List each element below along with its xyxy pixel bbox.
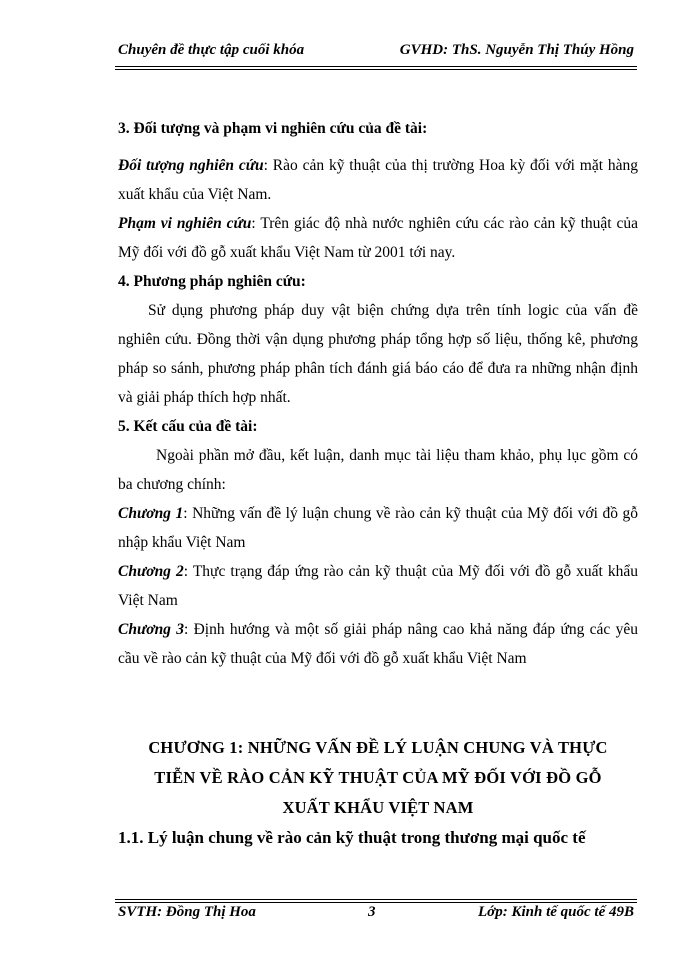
chapter-2-summary: [118, 557, 638, 615]
section-4-text: Sử dụng phương pháp duy vật biện chứng dựa trên tính logic của vấn đề nghiên cứu. Đồng thời vận dụng phương pháp tổng hợp số liệu, thống kê, phương pháp so sánh, phương pháp phân tích đánh giá báo cáo để đưa ra những nhận định và giải pháp thích hợp nhất.: [118, 302, 638, 406]
research-scope-text: : Trên giác độ nhà nước nghiên cứu các rào cản kỹ thuật của Mỹ đối với đồ gỗ xuất khẩu Việt Nam từ 2001 tới nay.: [118, 215, 638, 261]
research-object-label: Đối tượng nghiên cứu: [118, 157, 264, 174]
page-footer: [118, 904, 638, 928]
header-divider: [115, 66, 637, 70]
footer-divider: [115, 899, 637, 903]
footer-student: SVTH: Đồng Thị Hoa: [118, 904, 256, 920]
chapter-2-text: : Thực trạng đáp ứng rào cản kỹ thuật của Mỹ đối với đồ gỗ xuất khẩu Việt Nam: [118, 563, 638, 609]
chapter-1-summary: [118, 499, 638, 557]
section-5-heading: 5. Kết cấu của đề tài:: [118, 418, 258, 435]
section-3-heading: 3. Đối tượng và phạm vi nghiên cứu của đề tài:: [118, 120, 428, 137]
header-title: Chuyên đề thực tập cuối khóa: [118, 42, 305, 58]
chapter-2-label: Chương 2: [118, 563, 184, 580]
section-4-heading: 4. Phương pháp nghiên cứu:: [118, 273, 306, 290]
research-scope-paragraph: [118, 209, 638, 267]
chapter-title-line-3: XUẤT KHẨU VIỆT NAM: [282, 798, 474, 817]
document-body: [118, 114, 638, 673]
section-1-1-heading: 1.1. Lý luận chung về rào cản kỹ thuật trong thương mại quốc tế: [118, 828, 586, 847]
chapter-title-line-1: CHƯƠNG 1: NHỮNG VẤN ĐỀ LÝ LUẬN CHUNG VÀ THỰC: [148, 738, 608, 757]
chapter-title-line-2: TIỄN VỀ RÀO CẢN KỸ THUẬT CỦA MỸ ĐỐI VỚI ĐỒ GỖ: [154, 768, 602, 787]
section-5-text: Ngoài phần mở đầu, kết luận, danh mục tài liệu tham khảo, phụ lục gồm có ba chương chính:: [118, 447, 638, 493]
page-number: 3: [368, 904, 376, 920]
research-object-text: : Rào cản kỹ thuật của thị trường Hoa kỳ đối với mặt hàng xuất khẩu của Việt Nam.: [118, 157, 639, 203]
research-object-paragraph: [118, 151, 638, 209]
chapter-3-summary: [118, 615, 638, 673]
research-scope-label: Phạm vi nghiên cứu: [118, 215, 252, 232]
chapter-title: [118, 733, 638, 823]
page-header: [118, 42, 638, 66]
chapter-3-text: : Định hướng và một số giải pháp nâng cao khả năng đáp ứng các yêu cầu về rào cản kỹ thuật của Mỹ đối với đồ gỗ xuất khẩu Việt Nam: [118, 621, 638, 667]
header-supervisor: GVHD: ThS. Nguyễn Thị Thúy Hồng: [399, 42, 634, 58]
chapter-1-text: : Những vấn đề lý luận chung về rào cản kỹ thuật của Mỹ đối với đồ gỗ nhập khẩu Việt Nam: [118, 505, 638, 551]
footer-class: Lớp: Kinh tế quốc tế 49B: [478, 904, 634, 920]
chapter-3-label: Chương 3: [118, 621, 184, 638]
chapter-1-label: Chương 1: [118, 505, 184, 522]
